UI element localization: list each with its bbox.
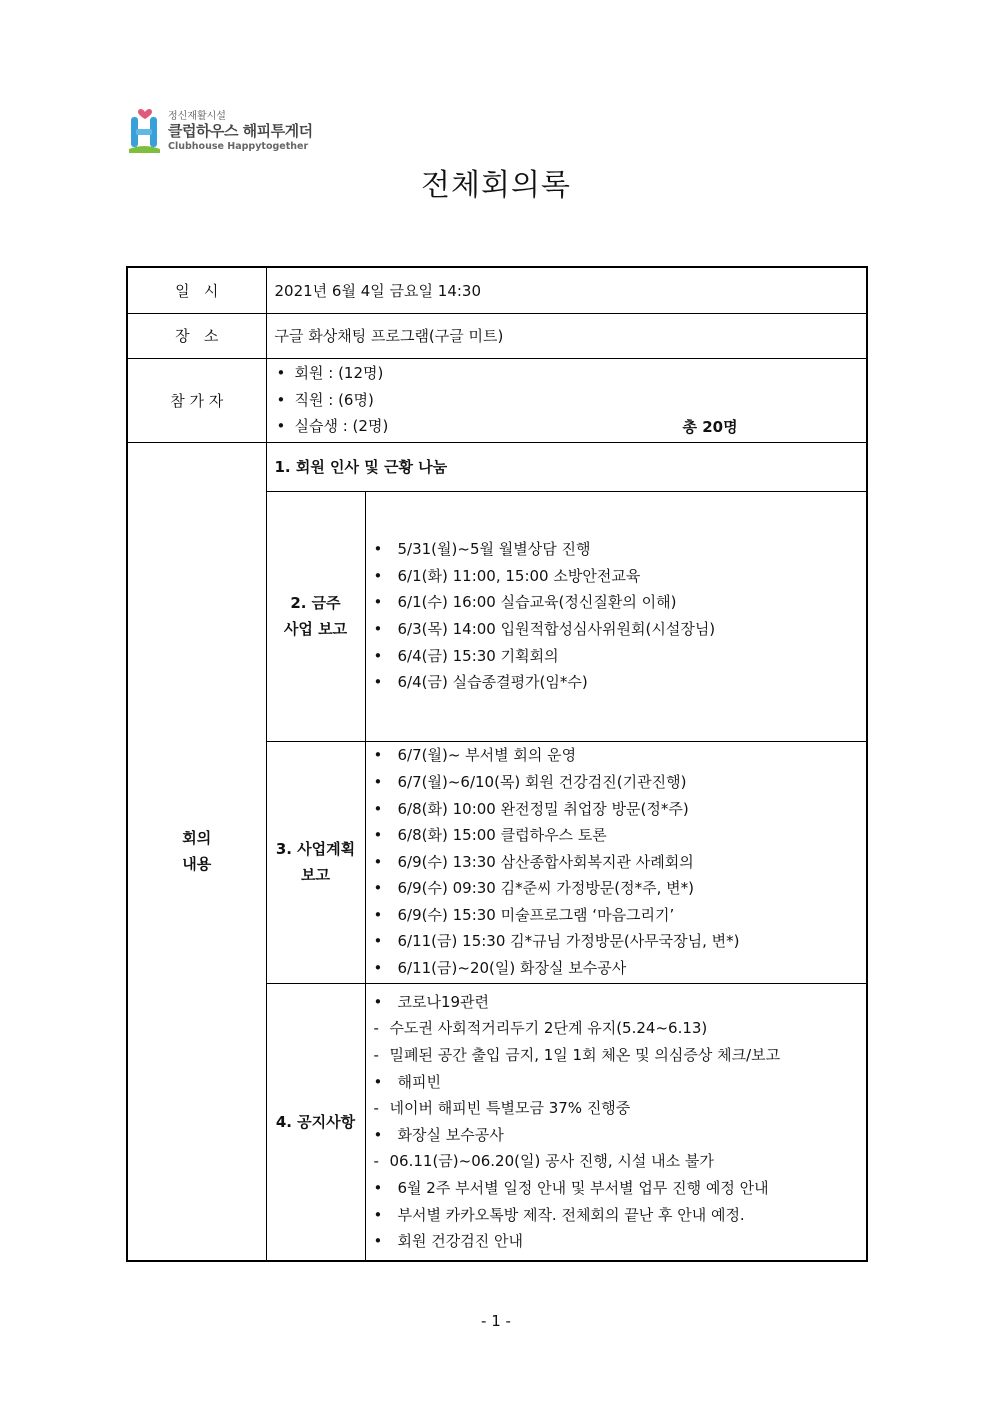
list-item: • 6/11(금)~20(일) 화장실 보수공사: [373, 959, 627, 978]
date-value: 2021년 6월 4일 금요일 14:30: [266, 267, 867, 313]
list-item: - 밀폐된 공간 출입 금지, 1일 1회 체온 및 의심증상 체크/보고: [373, 1045, 781, 1064]
list-item: • 6/1(화) 11:00, 15:00 소방안전교육: [373, 566, 641, 585]
content-label-line1: 회의: [182, 829, 212, 848]
section4-content: [365, 983, 867, 1261]
list-item: - 네이버 해피빈 특별모금 37% 진행중: [373, 1099, 631, 1118]
attendees-row: [127, 358, 867, 442]
list-item: • 6월 2주 부서별 일정 안내 및 부서별 업무 진행 예정 안내: [373, 1178, 769, 1197]
section2-title-cell: [266, 491, 365, 741]
date-label: 일 시: [127, 267, 266, 313]
section2-title-line1: 2. 금주: [290, 594, 341, 612]
organization-logo: [128, 103, 328, 155]
list-item: • 회원 : (12명): [276, 364, 384, 383]
section3-title-cell: [266, 741, 365, 983]
content-label-line2: 내용: [182, 855, 212, 874]
list-item: - 수도권 사회적거리두기 2단계 유지(5.24~6.13): [373, 1019, 708, 1038]
section1-row: [127, 442, 867, 491]
list-item: - 06.11(금)~06.20(일) 공사 진행, 시설 내소 불가: [373, 1152, 714, 1171]
list-item: • 실습생 : (2명): [276, 417, 389, 436]
list-item: • 6/1(수) 16:00 실습교육(정신질환의 이해): [373, 593, 677, 612]
logo-name: 클럽하우스 해피투게더: [168, 122, 313, 140]
place-value: 구글 화상채팅 프로그램(구글 미트): [266, 313, 867, 358]
attendees-list: [267, 360, 867, 440]
list-item: • 6/11(금) 15:30 김*규님 가정방문(사무국장님, 변*): [373, 932, 740, 951]
section1-title: 1. 회원 인사 및 근황 나눔: [266, 442, 867, 491]
notice-list: [366, 989, 867, 1255]
logo-english-name: Clubhouse Happytogether: [168, 141, 309, 152]
section3-title-line1: 3. 사업계획: [275, 840, 356, 858]
clubhouse-h-logo-icon: [128, 103, 162, 153]
attendees-label: 참 가 자: [127, 358, 266, 442]
attendee-members: 회원 : (12명): [294, 364, 384, 383]
list-item: • 화장실 보수공사: [373, 1125, 504, 1144]
attendee-trainees: 실습생 : (2명): [294, 417, 389, 436]
place-label: 장 소: [127, 313, 266, 358]
section2-content: [365, 491, 867, 741]
list-item: • 직원 : (6명): [276, 390, 374, 409]
minutes-table: [126, 266, 868, 1262]
weekly-report-list: [366, 536, 867, 696]
list-item: • 5/31(월)~5월 월별상담 진행: [373, 540, 591, 559]
list-item: • 코로나19관련: [373, 992, 490, 1011]
list-item: • 6/9(수) 13:30 삼산종합사회복지관 사례회의: [373, 852, 694, 871]
place-row: [127, 313, 867, 358]
list-item: • 해피빈: [373, 1072, 441, 1091]
section3-content: [365, 741, 867, 983]
business-plan-list: [366, 742, 867, 981]
section2-title-line2: 사업 보고: [283, 620, 348, 638]
list-item: • 6/3(목) 14:00 입원적합성심사위원회(시설장님): [373, 620, 716, 638]
attendees-total: 총 20명: [682, 417, 738, 436]
attendees-cell: [266, 358, 867, 442]
list-item: • 6/9(수) 15:30 미술프로그램 ‘마음그리기’: [373, 905, 675, 924]
section4-title: 4. 공지사항: [266, 983, 365, 1261]
list-item: • 6/8(화) 15:00 클럽하우스 토론: [373, 826, 607, 845]
content-label-cell: [127, 442, 266, 1261]
list-item: • 6/7(월)~ 부서별 회의 운영: [373, 746, 577, 765]
list-item: • 6/4(금) 15:30 기획회의: [373, 646, 559, 665]
page-number: - 1 -: [481, 1312, 511, 1330]
list-item: • 6/4(금) 실습종결평가(임*수): [373, 673, 588, 692]
list-item: • 부서별 카카오톡방 제작. 전체회의 끝난 후 안내 예정.: [373, 1205, 745, 1224]
list-item: • 6/7(월)~6/10(목) 회원 건강검진(기관진행): [373, 772, 687, 791]
list-item: • 6/9(수) 09:30 김*준씨 가정방문(정*주, 변*): [373, 879, 695, 898]
attendee-staff: 직원 : (6명): [294, 390, 374, 409]
document-title: 전체회의록: [421, 168, 571, 203]
list-item: • 회원 건강검진 안내: [373, 1232, 523, 1251]
date-row: [127, 267, 867, 313]
list-item: • 6/8(화) 10:00 완전정밀 취업장 방문(정*주): [373, 799, 689, 818]
section3-title-line2: 보고: [301, 866, 330, 884]
logo-subtitle: 정신재활시설: [168, 111, 226, 122]
